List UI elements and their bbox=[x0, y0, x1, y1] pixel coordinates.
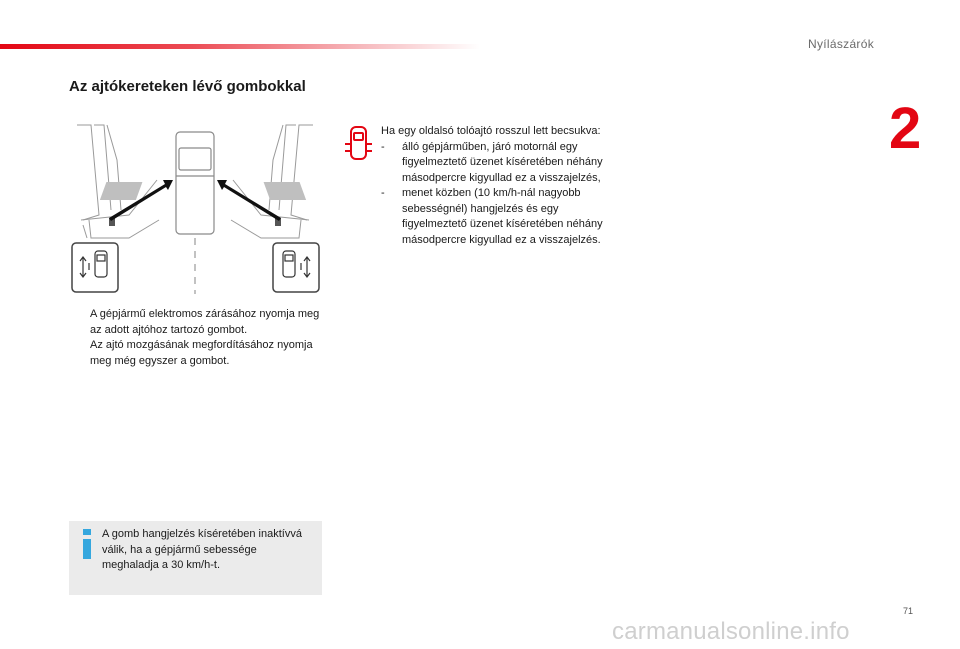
warning-block bbox=[343, 124, 613, 248]
info-icon bbox=[81, 529, 93, 559]
page-heading: Az ajtókereteken lévő gombokkal bbox=[69, 78, 306, 95]
warning-item bbox=[381, 140, 613, 187]
instructions-list bbox=[69, 307, 329, 369]
instruction-text: A gépjármű elektromos zárásához nyomja meg az adott ajtóhoz tartozó gombot. bbox=[90, 308, 320, 336]
instruction-text: Az ajtó mozgásának megfordításához nyomja meg még egyszer a gombot. bbox=[90, 339, 313, 367]
warning-intro: Ha egy oldalsó tolóajtó rosszul lett becsukva: bbox=[381, 125, 601, 137]
page-number: 71 bbox=[903, 606, 914, 616]
instruction-item bbox=[69, 307, 329, 338]
dash-marker: - bbox=[381, 187, 385, 199]
warning-item-text: menet közben (10 km/h-nál nagyobb sebességnél) hangjelzés és egy figyelmeztető üzenet kíséretében néhány másodpercre kigyullad ez a visszajelzés. bbox=[402, 187, 603, 246]
section-title: Nyílászárók bbox=[808, 37, 874, 51]
watermark: carmanualsonline.info bbox=[612, 618, 850, 645]
vehicle-warning-icon bbox=[343, 124, 374, 162]
info-text: A gomb hangjelzés kíséretében inaktívvá válik, ha a gépjármű sebessége meghaladja a 30 km/h-t. bbox=[102, 528, 302, 571]
dash-marker: - bbox=[381, 140, 385, 153]
header-accent-bar bbox=[0, 44, 480, 49]
info-box bbox=[69, 521, 322, 595]
chapter-number: 2 bbox=[889, 96, 922, 161]
warning-item-text: álló gépjárműben, járó motornál egy figyelmeztető üzenet kíséretében néhány másodpercre kigyullad ez a visszajelzés, bbox=[402, 140, 603, 184]
door-buttons-illustration bbox=[69, 120, 321, 296]
instruction-item bbox=[69, 338, 329, 369]
warning-item bbox=[381, 186, 613, 248]
